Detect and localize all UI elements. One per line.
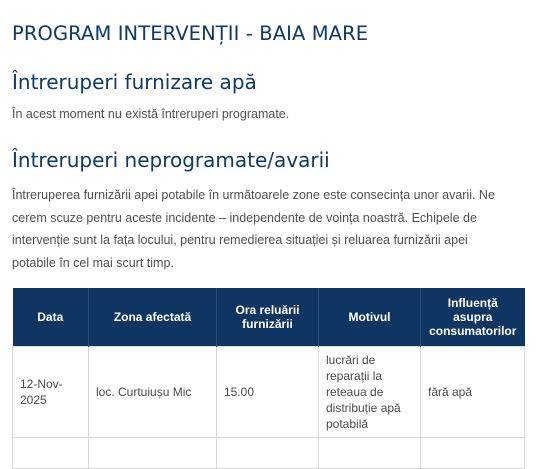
cell-consumer-impact bbox=[421, 438, 525, 469]
cell-resume-time bbox=[217, 438, 319, 469]
header-reason: Motivul bbox=[319, 288, 421, 347]
cell-date bbox=[13, 438, 89, 469]
cell-reason bbox=[319, 438, 421, 469]
cell-resume-time: 15.00 bbox=[217, 347, 319, 438]
unplanned-interruptions-text: Întreruperea furnizării apei potabile în următoarele zone este consecința unor avarii. Ne cerem scuze pentru aceste incidente – independente de voința noastră. Echipele de intervenție sunt la fața locului, pentru remedierea situației și reluarea furnizării apei potabile în cel mai scurt timp. bbox=[12, 188, 495, 270]
table-row bbox=[13, 438, 525, 469]
unplanned-interruptions-heading: Întreruperi neprogramate/avarii bbox=[12, 148, 330, 172]
interruptions-table bbox=[12, 288, 525, 469]
planned-interruptions-heading: Întreruperi furnizare apă bbox=[12, 70, 257, 94]
planned-interruptions-text: În acest moment nu există întreruperi programate. bbox=[12, 107, 290, 121]
cell-date: 12-Nov-2025 bbox=[13, 347, 89, 438]
header-date: Data bbox=[13, 288, 89, 347]
table-body bbox=[13, 347, 525, 469]
header-consumer-impact: Influență asupra consumatorilor bbox=[421, 288, 525, 347]
page-title: PROGRAM INTERVENȚII - BAIA MARE bbox=[12, 22, 369, 45]
cell-affected-zone bbox=[89, 438, 217, 469]
header-affected-zone: Zona afectată bbox=[89, 288, 217, 347]
cell-affected-zone: loc. Curtuiușu Mic bbox=[89, 347, 217, 438]
cell-consumer-impact: fără apă bbox=[421, 347, 525, 438]
header-resume-time: Ora reluării furnizării bbox=[217, 288, 319, 347]
cell-reason: lucrări de reparații la reteaua de distribuție apă potabilă bbox=[319, 347, 421, 438]
table-header bbox=[13, 288, 525, 347]
table-header-row bbox=[13, 288, 525, 347]
table-row bbox=[13, 347, 525, 438]
